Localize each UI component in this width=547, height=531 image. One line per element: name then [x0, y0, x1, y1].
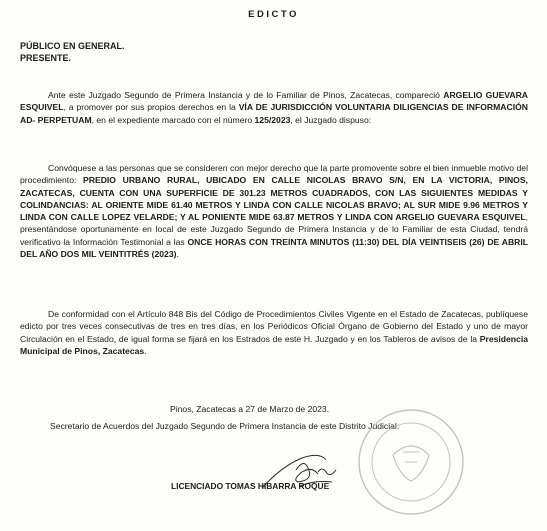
via-jurisdiccion: VÍA DE JURISDICCIÓN VOLUNTARIA DILIGENCIAS DE INFORMACIÓN AD- PERPETUAM [20, 102, 528, 125]
p2-text-1: Convóquese a las personas que se consideren con mejor derecho que la parte promovente sobre el bien inmueble motivo del procedimiento: [20, 163, 528, 186]
document-title: EDICTO [248, 9, 299, 20]
court-seal-icon [359, 410, 463, 514]
secretary-title: Secretario de Acuerdos del Juzgado Segundo de Primera Instancia de este Distrito Judicial. [50, 421, 400, 431]
predio-description: PREDIO URBANO RURAL, UBICADO EN CALLE NICOLAS BRAVO S/N, EN LA VICTORIA, PINOS, ZACATECAS, CUENTA CON UNA SUPERFICIE DE 301.23 METROS CUADRADOS, CON LAS SIGUIENTES MEDIDAS Y COLINDANCIAS: AL ORIENTE MIDE 61.40 METROS Y LINDA CON CALLE NICOLAS BRAVO; AL SUR MIDE 9.96 METROS Y LINDA CON CALLE LOPEZ VELARDE; Y AL PONIENTE MIDE 63.87 METROS Y LINDA CON ARGELIO GUEVARA ESQUIVEL [20, 175, 528, 223]
p2-text-2: , presentándose oportunamente en local de este Juzgado Segundo de Primera Instancia y de lo Familiar de esta Ciudad, tendrá verificativo la Información Testimonial a las [20, 212, 528, 247]
place-date: Pinos, Zacatecas a 27 de Marzo de 2023. [170, 404, 330, 414]
p1-text-1: Ante este Juzgado Segundo de Primera Instancia y de lo Familiar de Pinos, Zacatecas, compareció [48, 90, 444, 100]
p1-text-2: , a promover por sus propios derechos en la [63, 102, 239, 113]
p1-text-4: , el Juzgado dispuso: [290, 114, 372, 125]
p1-text-3: , en el expediente marcado con el número [91, 114, 255, 125]
presidencia-municipal: Presidencia Municipal de Pinos, Zacatecas [20, 333, 528, 356]
p2-text-3: . [176, 249, 179, 260]
recipient-line-1: PÚBLICO EN GENERAL. [20, 41, 125, 51]
p3-text-2: . [144, 345, 147, 356]
promovente-name: ARGELIO GUEVARA ESQUIVEL [20, 90, 529, 113]
recipient-line-2: PRESENTE. [20, 53, 72, 63]
expediente-number: 125/2023 [254, 114, 291, 125]
hearing-date: ONCE HORAS CON TREINTA MINUTOS (11:30) DEL DÍA VEINTISEIS (26) DE ABRIL DEL AÑO DOS MIL VEINTITRÉS (2023) [20, 236, 528, 260]
p3-text-1: De conformidad con el Artículo 848 Bis del Código de Procedimientos Civiles Vigente en el Estado de Zacatecas, publíquese edicto por tres veces consecutivas de tres en tres días, en los Periódicos Oficial Órgano de Gobierno del Estado y uno de mayor Circulación en el Estado, de igual forma se fijará en los Estrados de este H. Juzgado y en los Tableros de avisos de la [20, 309, 528, 344]
signatory-name: LICENCIADO TOMAS HIBARRA ROQUE [171, 481, 330, 491]
